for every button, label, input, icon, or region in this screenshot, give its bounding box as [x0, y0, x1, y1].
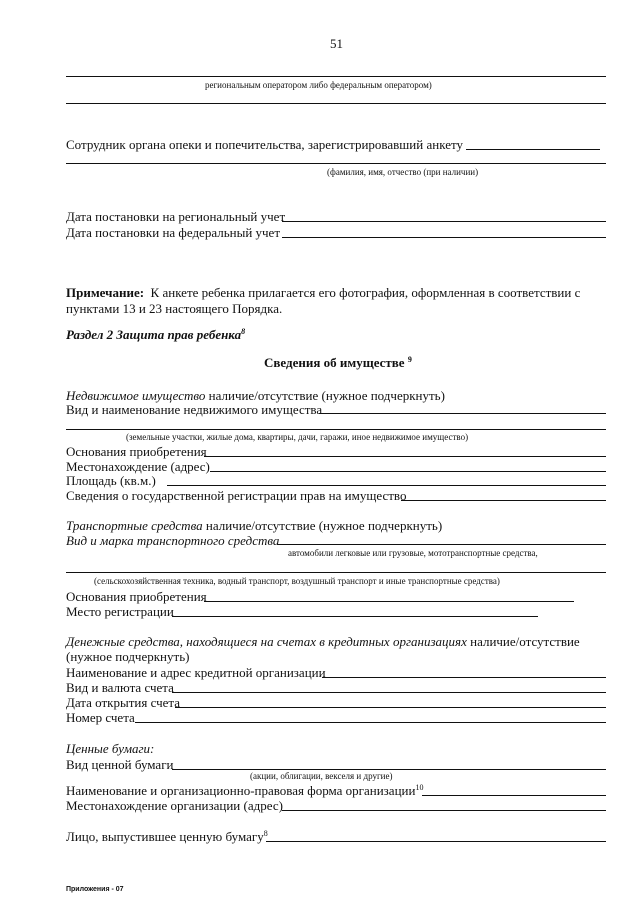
fill-line: [66, 103, 606, 104]
note-line-1: [66, 285, 580, 300]
real-estate-title-text: Недвижимое имущество: [66, 388, 206, 403]
real-estate-title: [66, 388, 445, 403]
regional-registration-label: Дата постановки на региональный учет: [66, 209, 286, 224]
transport-kind-label: Вид и марка транспортного средства: [66, 533, 280, 548]
property-heading-text: Сведения об имуществе: [264, 355, 405, 370]
real-estate-caption: (земельные участки, жилые дома, квартиры, дачи, гаражи, иное недвижимое имущество): [126, 432, 469, 442]
money-availability: наличие/отсутствие: [470, 634, 580, 649]
fill-line: [66, 76, 606, 77]
employee-fill-line[interactable]: [466, 149, 600, 150]
real-estate-kind-label: Вид и наименование недвижимого имущества: [66, 402, 323, 417]
real-estate-availability: наличие/отсутствие (нужное подчеркнуть): [208, 388, 445, 403]
note-text-2: пунктами 13 и 23 настоящего Порядка.: [66, 301, 283, 316]
org-name-label-text: Наименование и организационно-правовая форма организации: [66, 783, 416, 798]
real-estate-area-line[interactable]: [167, 485, 606, 486]
property-heading: [264, 355, 412, 370]
employee-caption: (фамилия, имя, отчество (при наличии): [327, 167, 479, 177]
securities-title: Ценные бумаги:: [66, 741, 155, 756]
money-title-text: Денежные средства, находящиеся на счетах в кредитных организациях: [66, 634, 467, 649]
account-number-line[interactable]: [135, 722, 606, 723]
org-location-label: Местонахождение организации (адрес): [66, 798, 283, 813]
transport-caption-1: автомобили легковые или грузовые, мототранспортные средства,: [288, 548, 538, 558]
transport-kind-line[interactable]: [277, 544, 606, 545]
issuer-label: [66, 829, 268, 844]
regional-date-line[interactable]: [282, 221, 606, 222]
security-kind-caption: (акции, облигации, векселя и другие): [250, 771, 393, 781]
footnote-ref: 8: [241, 327, 246, 336]
note-label: Примечание:: [66, 285, 145, 300]
transport-caption-2: (сельскохозяйственная техника, водный транспорт, воздушный транспорт и иные транспортные средства): [94, 576, 500, 586]
state-registration-line[interactable]: [401, 500, 606, 501]
real-estate-acquisition-label: Основания приобретения: [66, 444, 207, 459]
registration-place-line[interactable]: [172, 616, 538, 617]
org-name-line[interactable]: [422, 795, 606, 796]
security-kind-label: Вид ценной бумаги: [66, 757, 174, 772]
federal-registration-label: Дата постановки на федеральный учет: [66, 225, 281, 240]
real-estate-location-line[interactable]: [210, 471, 606, 472]
state-registration-label: Сведения о государственной регистрации прав на имущество: [66, 488, 407, 503]
money-title-line-2: (нужное подчеркнуть): [66, 649, 190, 664]
section2-title-text: Раздел 2 Защита прав ребенка: [66, 327, 242, 342]
page-number: 51: [330, 36, 343, 51]
open-date-label: Дата открытия счета: [66, 695, 181, 710]
note-text-1: К анкете ребенка прилагается его фотография, оформленная в соответствии с: [150, 285, 581, 300]
money-title: [66, 634, 580, 649]
real-estate-acquisition-line[interactable]: [204, 456, 606, 457]
registration-place-label: Место регистрации: [66, 604, 174, 619]
footnote-ref: 8: [263, 829, 268, 838]
transport-acquisition-line[interactable]: [204, 601, 574, 602]
open-date-line[interactable]: [175, 707, 606, 708]
transport-title-text: Транспортные средства: [66, 518, 203, 533]
bank-line[interactable]: [322, 677, 606, 678]
footnote-ref: 10: [415, 783, 424, 792]
real-estate-location-label: Местонахождение (адрес): [66, 459, 210, 474]
transport-acquisition-label: Основания приобретения: [66, 589, 207, 604]
operator-caption: региональным оператором либо федеральным оператором): [205, 80, 432, 90]
fill-line: [66, 429, 606, 430]
employee-label: Сотрудник органа опеки и попечительства, зарегистрировавший анкету: [66, 137, 463, 152]
footer-label: Приложения - 07: [66, 886, 124, 893]
issuer-line[interactable]: [266, 841, 606, 842]
currency-label: Вид и валюта счета: [66, 680, 174, 695]
transport-title: [66, 518, 442, 533]
org-name-label: [66, 783, 423, 798]
security-kind-line[interactable]: [172, 769, 606, 770]
section2-title: [66, 327, 245, 342]
federal-date-line[interactable]: [282, 237, 606, 238]
transport-availability: наличие/отсутствие (нужное подчеркнуть): [205, 518, 443, 533]
org-location-line[interactable]: [282, 810, 606, 811]
bank-label: Наименование и адрес кредитной организации: [66, 665, 326, 680]
real-estate-kind-line[interactable]: [319, 413, 606, 414]
currency-line[interactable]: [172, 692, 606, 693]
issuer-label-text: Лицо, выпустившее ценную бумагу: [66, 829, 264, 844]
real-estate-area-label: Площадь (кв.м.): [66, 473, 156, 488]
fill-line: [66, 572, 606, 573]
fill-line: [66, 163, 606, 164]
footnote-ref: 9: [407, 355, 412, 364]
account-number-label: Номер счета: [66, 710, 135, 725]
